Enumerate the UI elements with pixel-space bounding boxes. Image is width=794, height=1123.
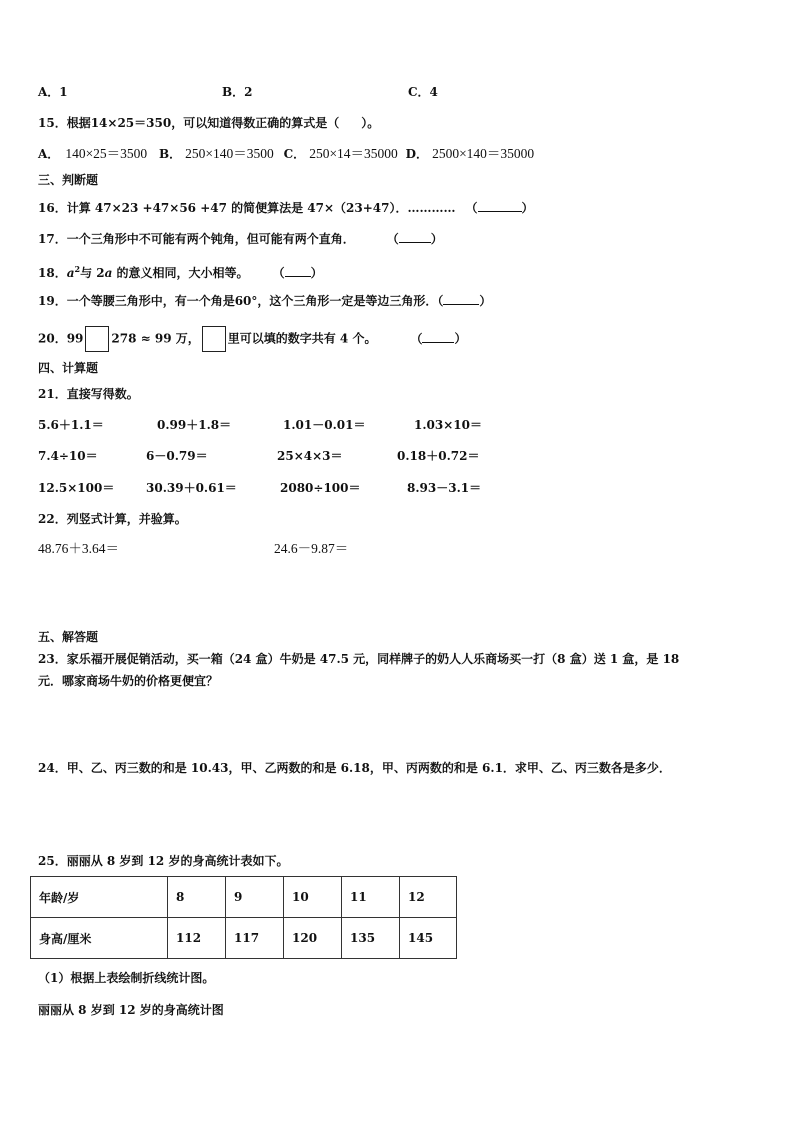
table-cell: 12 bbox=[400, 877, 457, 918]
q21-item: 0.18＋0.72＝ bbox=[397, 449, 480, 463]
q15-options: A． 140×25＝3500 B． 250×140＝3500 C． 250×14＝35000 D． 2500×140＝35000 bbox=[38, 146, 535, 161]
q21-item: 5.6＋1.1＝ bbox=[38, 418, 104, 432]
q22-expr: 24.6－9.87＝ bbox=[274, 541, 349, 556]
table-cell: 145 bbox=[400, 918, 457, 959]
q25-title: 25．丽丽从 8 岁到 12 岁的身高统计表如下。 bbox=[38, 854, 289, 868]
q23-line2: 元．哪家商场牛奶的价格更便宜？ bbox=[38, 674, 219, 688]
q20: 20．99 278 ≈ 99 万， 里可以填的数字共有 4 个。 （ ） bbox=[38, 326, 467, 352]
q23-line1: 23．家乐福开展促销活动，买一箱（24 盒）牛奶是 47.5 元，同样牌子的奶人人乐商场买一打（8 盒）送 1 盒，是 18 bbox=[38, 652, 680, 666]
table-cell: 年龄/岁 bbox=[31, 877, 168, 918]
q21-item: 1.03×10＝ bbox=[414, 418, 482, 432]
q18: 18．$a^2$与 2a 的意义相同，大小相等。 （ ） bbox=[38, 264, 323, 280]
q21-item: 25×4×3＝ bbox=[277, 449, 343, 463]
section-title-calculation: 四、计算题 bbox=[38, 361, 99, 375]
q21-title: 21．直接写得数。 bbox=[38, 387, 139, 401]
table-cell: 身高/厘米 bbox=[31, 918, 168, 959]
table-cell: 112 bbox=[168, 918, 226, 959]
q21-item: 7.4÷10＝ bbox=[38, 449, 98, 463]
section-title-word-problems: 五、解答题 bbox=[38, 630, 99, 644]
table-cell: 117 bbox=[226, 918, 284, 959]
table-cell: 10 bbox=[284, 877, 342, 918]
q21-item: 6－0.79＝ bbox=[146, 449, 208, 463]
option-b: B．2 bbox=[222, 85, 253, 99]
option-c: C．4 bbox=[408, 85, 438, 99]
option-a: A．1 bbox=[38, 85, 68, 99]
q24: 24．甲、乙、丙三数的和是 10.43，甲、乙两数的和是 6.18，甲、丙两数的和是 6.1．求甲、乙、丙三数各是多少． bbox=[38, 761, 671, 775]
q21-item: 0.99＋1.8＝ bbox=[157, 418, 232, 432]
q21-item: 8.93－3.1＝ bbox=[407, 481, 482, 495]
q15-stem: 15．根据14×25＝350，可以知道得数正确的算式是（ ）。 bbox=[38, 116, 380, 130]
q17: 17．一个三角形中不可能有两个钝角，但可能有两个直角． （ ） bbox=[38, 232, 443, 246]
section-title-judgement: 三、判断题 bbox=[38, 173, 99, 187]
q21-item: 12.5×100＝ bbox=[38, 481, 115, 495]
answer-box[interactable] bbox=[85, 326, 109, 352]
table-cell: 135 bbox=[342, 918, 400, 959]
q16: 16．计算 47×23 +47×56 +47 的简便算法是 47×（23+47）．………… （ ） bbox=[38, 201, 534, 215]
table-row bbox=[31, 877, 457, 918]
q25-chart-title: 丽丽从 8 岁到 12 岁的身高统计图 bbox=[38, 1003, 224, 1017]
q25-sub1: （1）根据上表绘制折线统计图。 bbox=[38, 971, 215, 985]
q22-expr: 48.76＋3.64＝ bbox=[38, 541, 119, 556]
answer-box[interactable] bbox=[202, 326, 226, 352]
table-cell: 9 bbox=[226, 877, 284, 918]
table-cell: 8 bbox=[168, 877, 226, 918]
q21-item: 1.01－0.01＝ bbox=[283, 418, 366, 432]
table-row bbox=[31, 918, 457, 959]
table-cell: 120 bbox=[284, 918, 342, 959]
q21-item: 2080÷100＝ bbox=[280, 481, 361, 495]
q21-item: 30.39＋0.61＝ bbox=[146, 481, 237, 495]
table-cell: 11 bbox=[342, 877, 400, 918]
height-table bbox=[30, 876, 457, 959]
q19: 19．一个等腰三角形中，有一个角是60°，这个三角形一定是等边三角形．（ ） bbox=[38, 294, 492, 308]
q22-title: 22．列竖式计算，并验算。 bbox=[38, 512, 187, 526]
